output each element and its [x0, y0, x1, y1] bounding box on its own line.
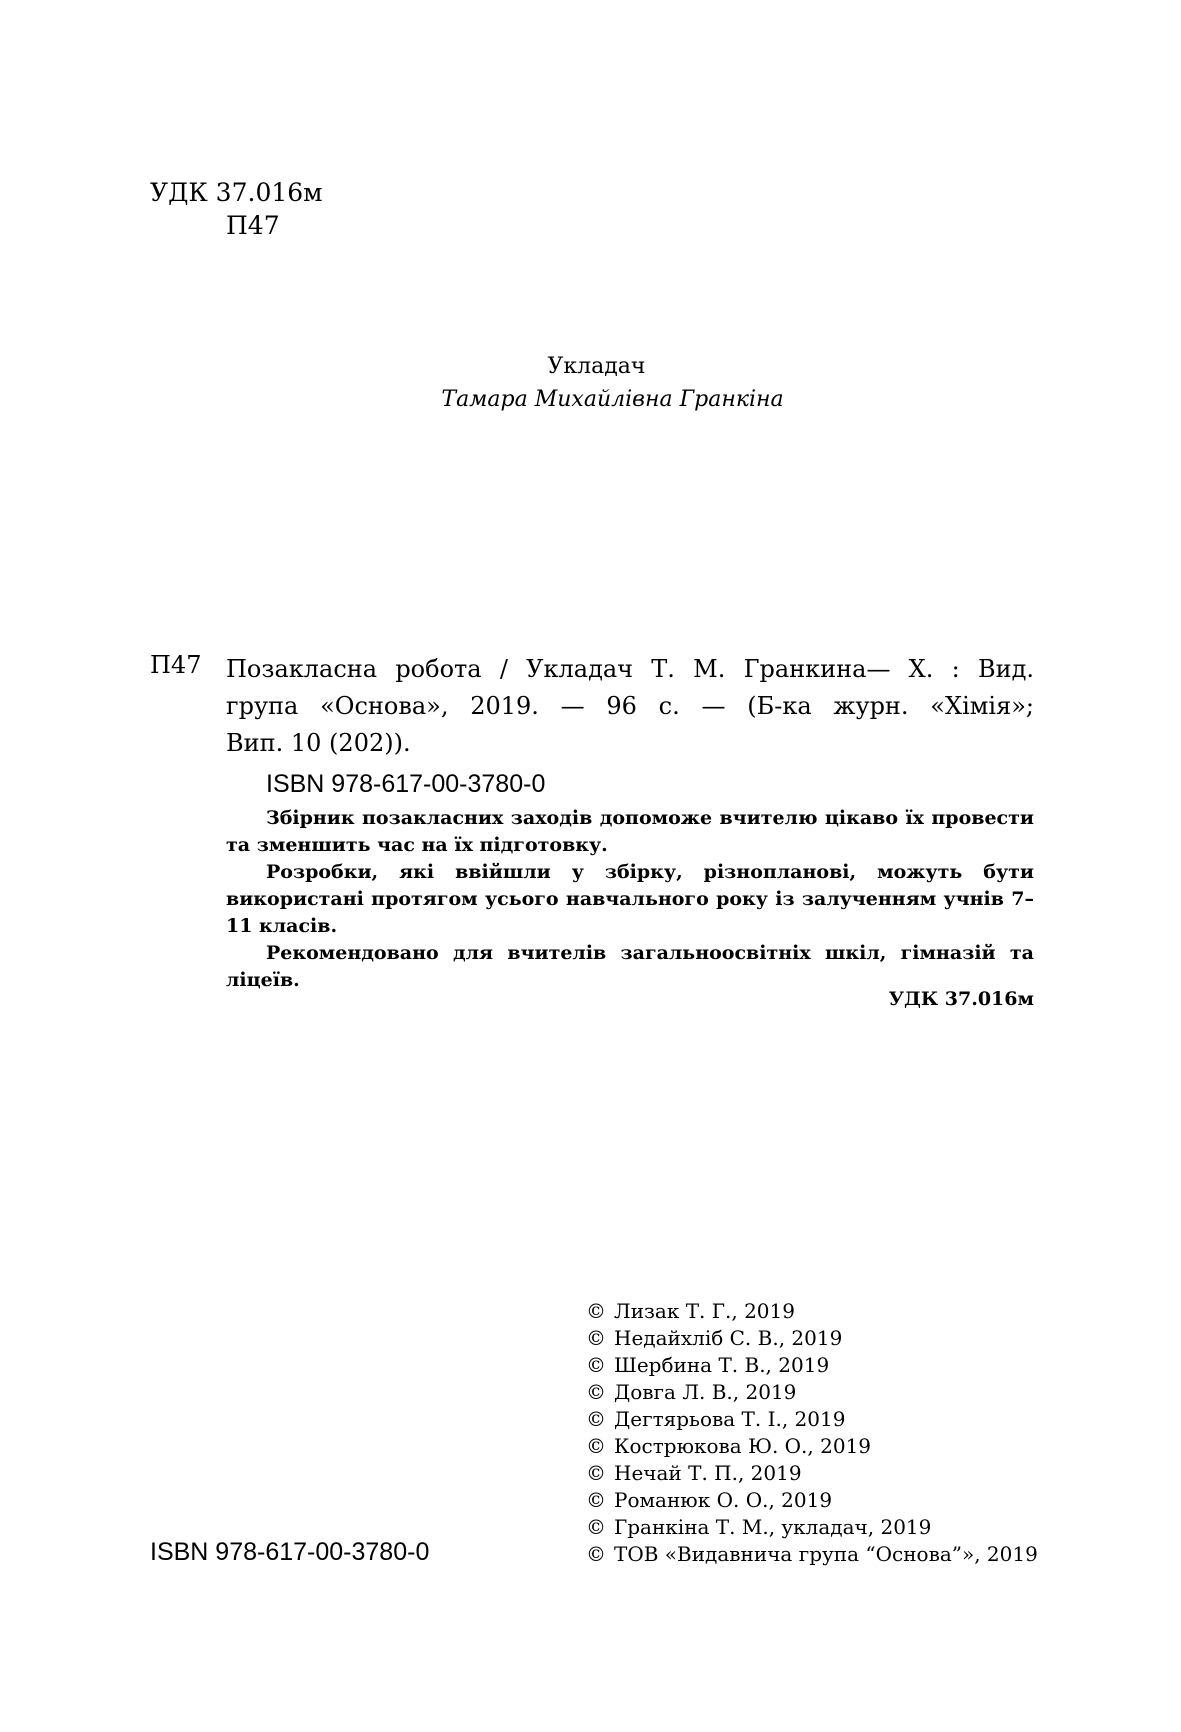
- isbn-bottom: ISBN 978-617-00-3780-0: [150, 1538, 430, 1566]
- copyright-holder: Романюк О. О., 2019: [614, 1488, 833, 1512]
- annotation-paragraph: Збірник позакласних заходів допоможе вчителю цікаво їх провести та зменшить час на їх підготовку.: [226, 807, 1034, 856]
- bibliographic-description: [226, 651, 1034, 762]
- copyright-list: [586, 1298, 1038, 1568]
- copyright-item: [586, 1514, 1038, 1541]
- udk-code-right: УДК 37.016м: [888, 988, 1034, 1010]
- copyright-holder: Шербина Т. В., 2019: [614, 1353, 830, 1377]
- copyright-holder: Недайхліб С. В., 2019: [614, 1326, 843, 1350]
- copyright-item: [586, 1433, 1038, 1460]
- copyright-holder: Нечай Т. П., 2019: [614, 1461, 802, 1485]
- copyright-item: [586, 1487, 1038, 1514]
- isbn-catalog: ISBN 978-617-00-3780-0: [266, 770, 546, 798]
- copyright-holder: Лизак Т. Г., 2019: [614, 1299, 795, 1323]
- copyright-item: [586, 1352, 1038, 1379]
- copyright-symbol: ©: [586, 1326, 606, 1350]
- copyright-holder: Кострюкова Ю. О., 2019: [614, 1434, 872, 1458]
- copyright-symbol: ©: [586, 1353, 606, 1377]
- copyright-symbol: ©: [586, 1461, 606, 1485]
- bib-line: Позакласна робота / Укладач Т. М. Гранкина— Х. : Вид.: [226, 655, 1034, 683]
- copyright-holder: Дегтярьова Т. І., 2019: [614, 1407, 846, 1431]
- copyright-item: [586, 1298, 1038, 1325]
- copyright-holder: Довга Л. В., 2019: [614, 1380, 797, 1404]
- bib-line: Вип. 10 (202)).: [226, 729, 411, 757]
- copyright-holder: ТОВ «Видавнича група “Основа”», 2019: [614, 1542, 1038, 1566]
- copyright-holder: Гранкіна Т. М., укладач, 2019: [614, 1515, 932, 1539]
- compiler-role: Укладач: [547, 354, 646, 379]
- copyright-item: [586, 1541, 1038, 1568]
- copyright-symbol: ©: [586, 1434, 606, 1458]
- copyright-item: [586, 1460, 1038, 1487]
- copyright-item: [586, 1325, 1038, 1352]
- annotation-paragraph: Рекомендовано для вчителів загальноосвітніх шкіл, гімназій та ліцеїв.: [226, 942, 1034, 991]
- compiler-name: Тамара Михайлівна Гранкіна: [441, 387, 784, 412]
- copyright-item: [586, 1379, 1038, 1406]
- copyright-symbol: ©: [586, 1380, 606, 1404]
- udk-code: УДК 37.016м: [150, 178, 323, 207]
- copyright-symbol: ©: [586, 1515, 606, 1539]
- copyright-symbol: ©: [586, 1542, 606, 1566]
- copyright-symbol: ©: [586, 1299, 606, 1323]
- copyright-symbol: ©: [586, 1488, 606, 1512]
- compiler-block: [0, 350, 1181, 416]
- annotation-paragraph: Розробки, які ввійшли у збірку, різнопланові, можуть бути використані протягом усього навчального року із залученням учнів 7–11 класів.: [226, 861, 1034, 937]
- bib-line: група «Основа», 2019. — 96 с. — (Б-ка журн. «Хімія»;: [226, 692, 1034, 720]
- udk-header-block: [150, 176, 323, 242]
- copyright-item: [586, 1406, 1038, 1433]
- catalog-index: П47: [150, 651, 202, 679]
- bbk-index: П47: [226, 211, 280, 240]
- copyright-symbol: ©: [586, 1407, 606, 1431]
- annotation: [226, 805, 1034, 994]
